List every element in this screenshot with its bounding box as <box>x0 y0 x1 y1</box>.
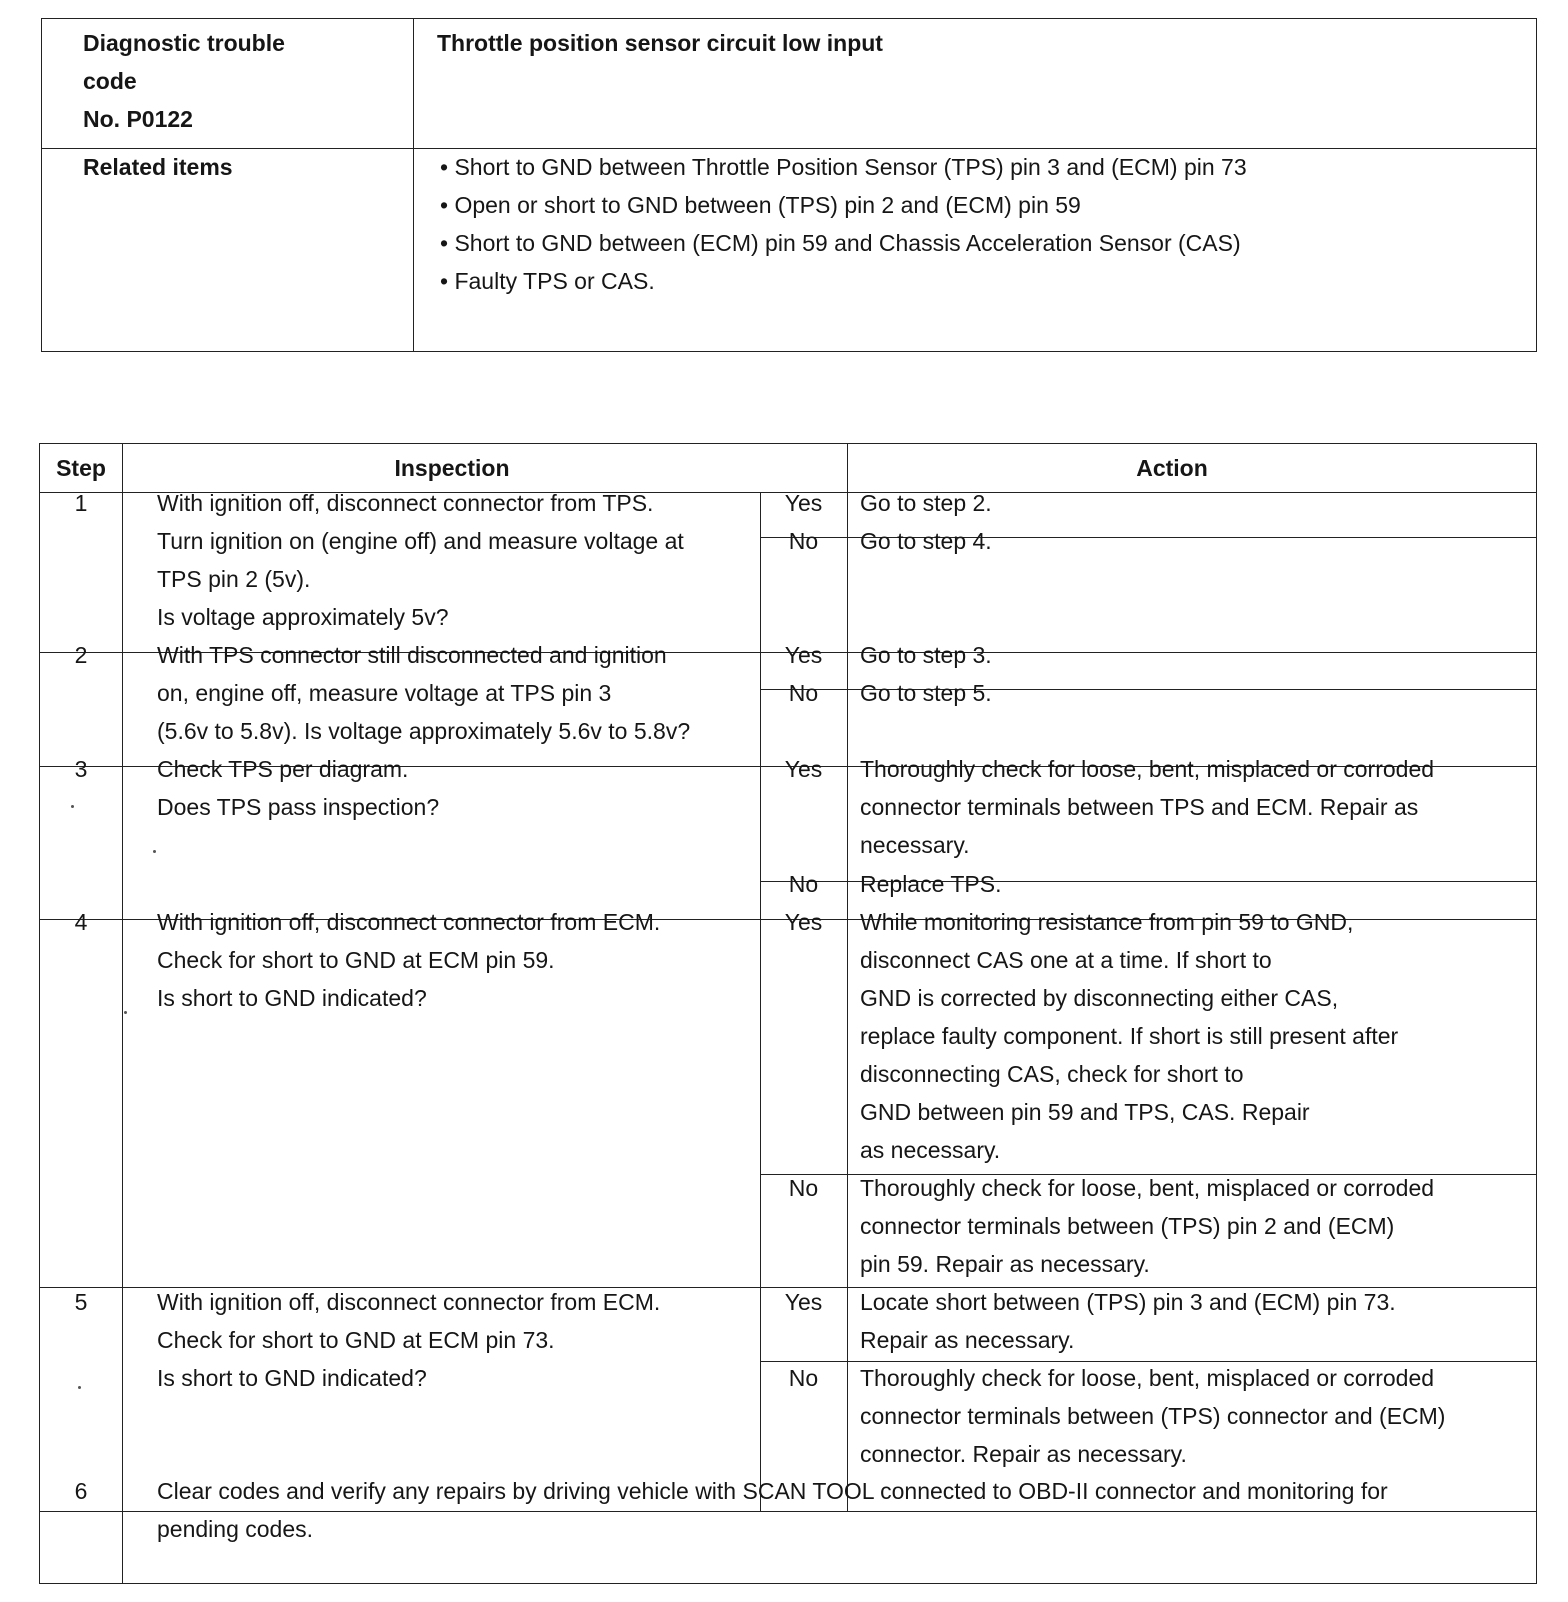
action-line: GND is corrected by disconnecting either CAS, <box>860 985 1339 1011</box>
no-label: No <box>788 1175 819 1201</box>
dtc-code-number: No. P0122 <box>83 106 193 132</box>
action-line: While monitoring resistance from pin 59 to GND, <box>860 909 1354 935</box>
bullet-glyph: • <box>440 192 449 218</box>
yes-label: Yes <box>784 1289 823 1315</box>
action-line: connector. Repair as necessary. <box>860 1441 1187 1467</box>
inspection-line: Turn ignition on (engine off) and measure voltage at <box>157 528 684 554</box>
related-item <box>440 154 1247 180</box>
action-line: Locate short between (TPS) pin 3 and (ECM) pin 73. <box>860 1289 1396 1315</box>
inspection-line: Check TPS per diagram. <box>157 756 409 782</box>
step-number: 1 <box>74 490 88 516</box>
action-line: Go to step 3. <box>860 642 992 668</box>
no-label: No <box>788 680 819 706</box>
step-row-divider <box>40 1287 1536 1288</box>
action-line: GND between pin 59 and TPS, CAS. Repair <box>860 1099 1310 1125</box>
action-line: Replace TPS. <box>860 871 1002 897</box>
step-number: 5 <box>74 1289 88 1315</box>
dtc-label-line-1: Diagnostic trouble <box>83 30 285 56</box>
inspection-line: Is voltage approximately 5v? <box>157 604 449 630</box>
inspection-line: Is short to GND indicated? <box>157 985 427 1011</box>
related-item <box>440 268 655 294</box>
related-item-text: Short to GND between (ECM) pin 59 and Chassis Acceleration Sensor (CAS) <box>454 230 1241 256</box>
inspection-line: Check for short to GND at ECM pin 73. <box>157 1327 555 1353</box>
action-line: disconnecting CAS, check for short to <box>860 1061 1244 1087</box>
inspection-line: With TPS connector still disconnected and ignition <box>157 642 667 668</box>
related-item-text: Faulty TPS or CAS. <box>454 268 655 294</box>
inspection-line: With ignition off, disconnect connector from ECM. <box>157 909 661 935</box>
action-line: connector terminals between TPS and ECM. Repair as <box>860 794 1419 820</box>
action-line: Go to step 4. <box>860 528 992 554</box>
action-line: pin 59. Repair as necessary. <box>860 1251 1150 1277</box>
no-label: No <box>788 1365 819 1391</box>
action-line: as necessary. <box>860 1137 1001 1163</box>
scan-speck <box>71 805 74 808</box>
dtc-title: Throttle position sensor circuit low input <box>437 30 883 56</box>
no-label: No <box>788 528 819 554</box>
related-item-text: Open or short to GND between (TPS) pin 2 and (ECM) pin 59 <box>454 192 1081 218</box>
inspection-line: With ignition off, disconnect connector from TPS. <box>157 490 654 516</box>
bullet-glyph: • <box>440 230 449 256</box>
action-line: Thoroughly check for loose, bent, misplaced or corroded <box>860 756 1435 782</box>
scan-speck <box>153 850 156 853</box>
action-line: necessary. <box>860 832 970 858</box>
diagnostic-procedure-table <box>39 443 1537 1584</box>
related-items-label: Related items <box>83 154 233 180</box>
inspection-line: TPS pin 2 (5v). <box>157 566 311 592</box>
step-header: Step <box>56 455 106 481</box>
yes-label: Yes <box>784 642 823 668</box>
step-column-divider <box>122 444 123 1583</box>
action-header: Action <box>1136 455 1208 481</box>
dtc-header-table <box>41 18 1537 352</box>
yes-label: Yes <box>784 909 823 935</box>
bullet-glyph: • <box>440 268 449 294</box>
scan-speck <box>78 1386 81 1389</box>
inspection-line: Check for short to GND at ECM pin 59. <box>157 947 555 973</box>
related-item <box>440 230 1241 256</box>
action-line: connector terminals between (TPS) connector and (ECM) <box>860 1403 1446 1429</box>
scan-speck <box>124 1011 127 1014</box>
step-row-divider <box>40 1511 1536 1512</box>
yes-label: Yes <box>784 490 823 516</box>
bullet-glyph: • <box>440 154 449 180</box>
action-line: Go to step 5. <box>860 680 992 706</box>
inspection-header: Inspection <box>394 455 510 481</box>
action-line: Repair as necessary. <box>860 1327 1075 1353</box>
inspection-line: Is short to GND indicated? <box>157 1365 427 1391</box>
action-line: replace faulty component. If short is still present after <box>860 1023 1399 1049</box>
final-step-line: pending codes. <box>157 1516 314 1542</box>
action-line: Go to step 2. <box>860 490 992 516</box>
step-number: 4 <box>74 909 88 935</box>
header-row-divider <box>42 148 1536 149</box>
related-item <box>440 192 1081 218</box>
yes-label: Yes <box>784 756 823 782</box>
inspection-line: (5.6v to 5.8v). Is voltage approximately 5.6v to 5.8v? <box>157 718 691 744</box>
action-line: Thoroughly check for loose, bent, misplaced or corroded <box>860 1175 1435 1201</box>
final-step-line: Clear codes and verify any repairs by driving vehicle with SCAN TOOL connected to OBD-II connector and monitoring for <box>157 1478 1388 1504</box>
step-number: 2 <box>74 642 88 668</box>
action-column-divider <box>847 444 848 1511</box>
action-line: Thoroughly check for loose, bent, misplaced or corroded <box>860 1365 1435 1391</box>
yes-no-divider <box>760 1361 1536 1362</box>
no-label: No <box>788 871 819 897</box>
inspection-line: With ignition off, disconnect connector from ECM. <box>157 1289 661 1315</box>
inspection-line: on, engine off, measure voltage at TPS pin 3 <box>157 680 612 706</box>
inspection-line: Does TPS pass inspection? <box>157 794 440 820</box>
header-column-divider <box>413 19 414 351</box>
dtc-label-line-2: code <box>83 68 137 94</box>
action-line: connector terminals between (TPS) pin 2 and (ECM) <box>860 1213 1395 1239</box>
related-item-text: Short to GND between Throttle Position Sensor (TPS) pin 3 and (ECM) pin 73 <box>454 154 1247 180</box>
action-line: disconnect CAS one at a time. If short to <box>860 947 1272 973</box>
step-number: 3 <box>74 756 88 782</box>
step-number: 6 <box>74 1478 88 1504</box>
